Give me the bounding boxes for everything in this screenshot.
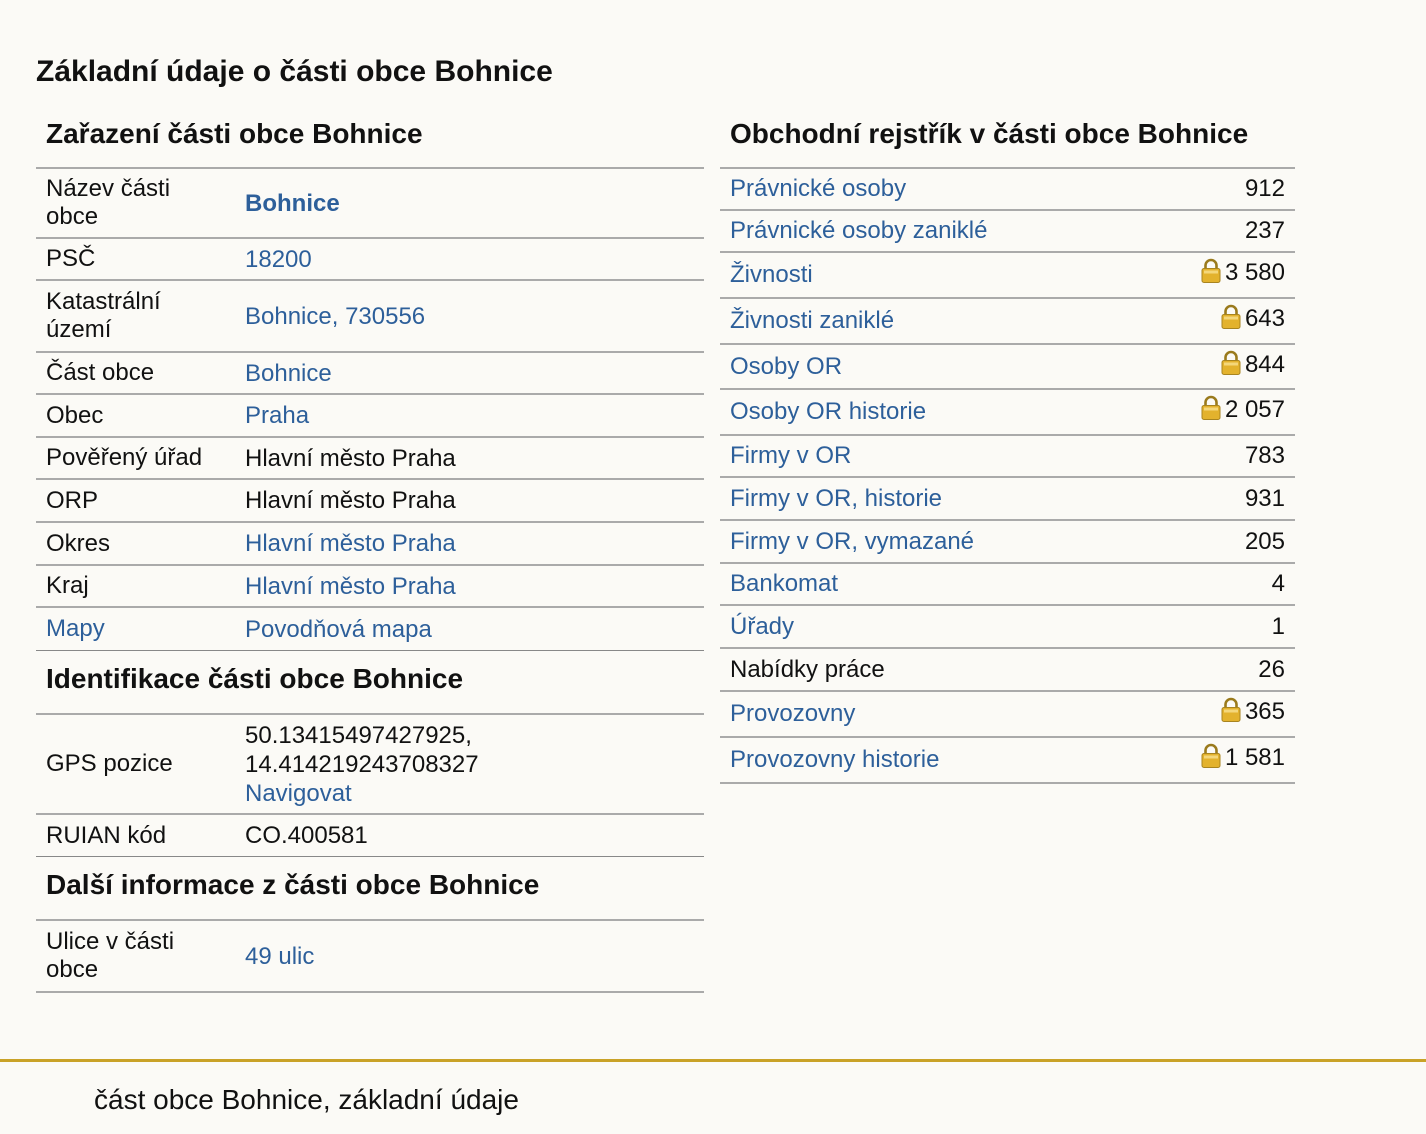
rejstrik-item-label[interactable]: Firmy v OR, historie xyxy=(730,484,943,512)
rejstrik-item-label[interactable]: Právnické osoby zaniklé xyxy=(730,217,988,244)
rejstrik-item-count: 205 xyxy=(1244,527,1285,555)
orp-value: Hlavní město Praha xyxy=(245,487,456,514)
psc-link[interactable]: 18200 xyxy=(245,245,312,273)
table-row xyxy=(720,605,1295,648)
zarazeni-table xyxy=(36,167,704,650)
table-row xyxy=(36,168,704,238)
poverenu-urad-value: Hlavní město Praha xyxy=(245,444,456,472)
gps-longitude: 14.414219243708327 xyxy=(245,750,479,778)
katastr-label: Katastrální území xyxy=(46,288,161,343)
rejstrik-item-count: 912 xyxy=(1244,175,1285,202)
table-row xyxy=(720,563,1295,605)
obec-link[interactable]: Praha xyxy=(245,402,310,429)
nazev-label: Název části obce xyxy=(46,175,171,230)
povodnova-mapa-link[interactable]: Povodňová mapa xyxy=(245,615,432,643)
rejstrik-item-label[interactable]: Živnosti xyxy=(730,261,813,288)
footer-text: část obce Bohnice, základní údaje xyxy=(94,1084,519,1115)
table-row xyxy=(720,252,1295,298)
rejstrik-item-label[interactable]: Firmy v OR, vymazané xyxy=(730,527,975,555)
lock-icon xyxy=(1221,304,1241,338)
table-row xyxy=(36,714,704,814)
rejstrik-title: Obchodní rejstřík v části obce Bohnice xyxy=(730,118,1249,149)
rejstrik-item-count: 3 580 xyxy=(1224,259,1285,286)
table-row xyxy=(36,814,704,856)
lock-icon xyxy=(1221,697,1241,731)
lock-icon xyxy=(1201,258,1221,292)
cast-obce-link[interactable]: Bohnice xyxy=(245,359,332,387)
rejstrik-item-count: 643 xyxy=(1244,305,1285,332)
table-row xyxy=(36,920,704,992)
rejstrik-item-label[interactable]: Provozovny historie xyxy=(730,746,940,773)
nazev-link[interactable]: Bohnice xyxy=(245,189,340,217)
rejstrik-item-count: 26 xyxy=(1258,655,1285,683)
table-row xyxy=(36,238,704,280)
rejstrik-item-count: 1 581 xyxy=(1224,744,1285,771)
poverenu-urad-label: Pověřený úřad xyxy=(46,444,203,471)
table-row xyxy=(720,168,1295,210)
orp-label: ORP xyxy=(46,486,99,514)
table-row xyxy=(720,435,1295,477)
right-column xyxy=(720,108,1295,784)
footer-divider xyxy=(0,1059,1426,1062)
gps-label: GPS pozice xyxy=(46,750,173,777)
rejstrik-item-count: 2 057 xyxy=(1224,396,1285,423)
table-row xyxy=(720,477,1295,520)
table-row xyxy=(720,520,1295,563)
rejstrik-item-count: 844 xyxy=(1244,350,1285,378)
table-row xyxy=(36,522,704,565)
table-row xyxy=(720,344,1295,389)
okres-label: Okres xyxy=(46,529,111,557)
ruian-label: RUIAN kód xyxy=(46,821,167,849)
table-row xyxy=(36,607,704,650)
table-row xyxy=(36,394,704,437)
table-row xyxy=(720,737,1295,783)
rejstrik-item-count: 1 xyxy=(1271,612,1285,640)
lock-icon xyxy=(1201,743,1221,777)
rejstrik-item-count: 783 xyxy=(1244,442,1285,469)
ulice-label: Ulice v části obce xyxy=(46,928,175,983)
okres-link[interactable]: Hlavní město Praha xyxy=(245,530,456,557)
rejstrik-item-count: 4 xyxy=(1271,570,1285,597)
rejstrik-item-label[interactable]: Bankomat xyxy=(730,570,839,597)
table-row xyxy=(720,691,1295,737)
gps-latitude: 50.13415497427925, xyxy=(245,721,472,749)
mapy-link[interactable]: Mapy xyxy=(46,615,105,642)
identifikace-table xyxy=(36,713,704,856)
ulice-link[interactable]: 49 ulic xyxy=(245,942,315,970)
zarazeni-title: Zařazení části obce Bohnice xyxy=(46,118,423,149)
rejstrik-item-label: Nabídky práce xyxy=(730,655,885,683)
cast-obce-label: Část obce xyxy=(46,359,155,386)
left-column xyxy=(36,108,704,993)
table-row xyxy=(720,648,1295,691)
rejstrik-item-label[interactable]: Provozovny xyxy=(730,700,856,727)
rejstrik-item-label[interactable]: Úřady xyxy=(730,612,795,640)
table-row xyxy=(720,210,1295,252)
table-row xyxy=(720,298,1295,344)
table-row xyxy=(36,479,704,522)
rejstrik-table xyxy=(720,167,1295,784)
rejstrik-item-count: 237 xyxy=(1244,217,1285,244)
dalsi-table xyxy=(36,919,704,993)
table-row xyxy=(36,565,704,607)
rejstrik-item-count: 931 xyxy=(1244,484,1285,512)
kraj-label: Kraj xyxy=(46,572,89,599)
kraj-link[interactable]: Hlavní město Praha xyxy=(245,572,456,600)
rejstrik-item-label[interactable]: Osoby OR historie xyxy=(730,398,927,425)
lock-icon xyxy=(1201,395,1221,429)
identifikace-title: Identifikace části obce Bohnice xyxy=(36,650,704,713)
rejstrik-item-label[interactable]: Živnosti zaniklé xyxy=(730,307,895,334)
table-row xyxy=(720,389,1295,435)
lock-icon xyxy=(1221,350,1241,384)
page-title: Základní údaje o části obce Bohnice xyxy=(36,55,553,88)
obec-label: Obec xyxy=(46,401,104,429)
dalsi-title: Další informace z části obce Bohnice xyxy=(36,856,704,919)
rejstrik-item-count: 365 xyxy=(1244,698,1285,725)
psc-label: PSČ xyxy=(46,245,96,272)
ruian-value: CO.400581 xyxy=(245,822,368,849)
table-row xyxy=(36,437,704,479)
table-row xyxy=(36,352,704,394)
rejstrik-item-label[interactable]: Osoby OR xyxy=(730,352,843,380)
katastr-link[interactable]: Bohnice, 730556 xyxy=(245,302,426,330)
rejstrik-item-label[interactable]: Firmy v OR xyxy=(730,442,852,469)
table-row xyxy=(36,280,704,352)
navigovat-link[interactable]: Navigovat xyxy=(245,779,352,807)
rejstrik-item-label[interactable]: Právnické osoby xyxy=(730,175,907,202)
